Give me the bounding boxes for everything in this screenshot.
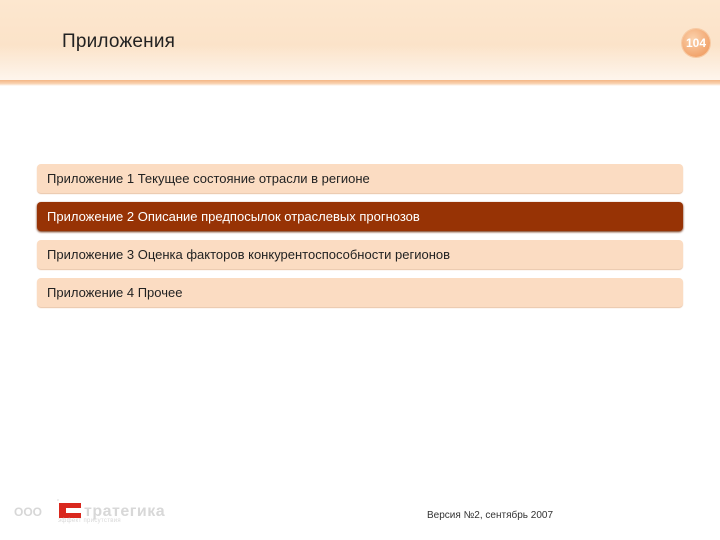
appendix-3-item[interactable]: Приложение 3 Оценка факторов конкурентоспособности регионов bbox=[37, 240, 683, 269]
company-logo bbox=[14, 496, 174, 526]
appendix-2-item[interactable]: Приложение 2 Описание предпосылок отраслевых прогнозов bbox=[37, 202, 683, 231]
svg-text:“: “ bbox=[57, 499, 60, 506]
logo-word: тратегика bbox=[84, 503, 166, 520]
header-divider bbox=[0, 80, 720, 86]
page-number-badge: 104 bbox=[682, 29, 710, 57]
appendix-4-item[interactable]: Приложение 4 Прочее bbox=[37, 278, 683, 307]
appendix-1-item[interactable]: Приложение 1 Текущее состояние отрасли в регионе bbox=[37, 164, 683, 193]
version-label: Версия №2, сентябрь 2007 bbox=[427, 510, 554, 521]
logo-tagline: эффект присутствия bbox=[58, 518, 121, 524]
logo-prefix: ООО bbox=[14, 505, 43, 519]
slide-title: Приложения bbox=[62, 31, 176, 52]
